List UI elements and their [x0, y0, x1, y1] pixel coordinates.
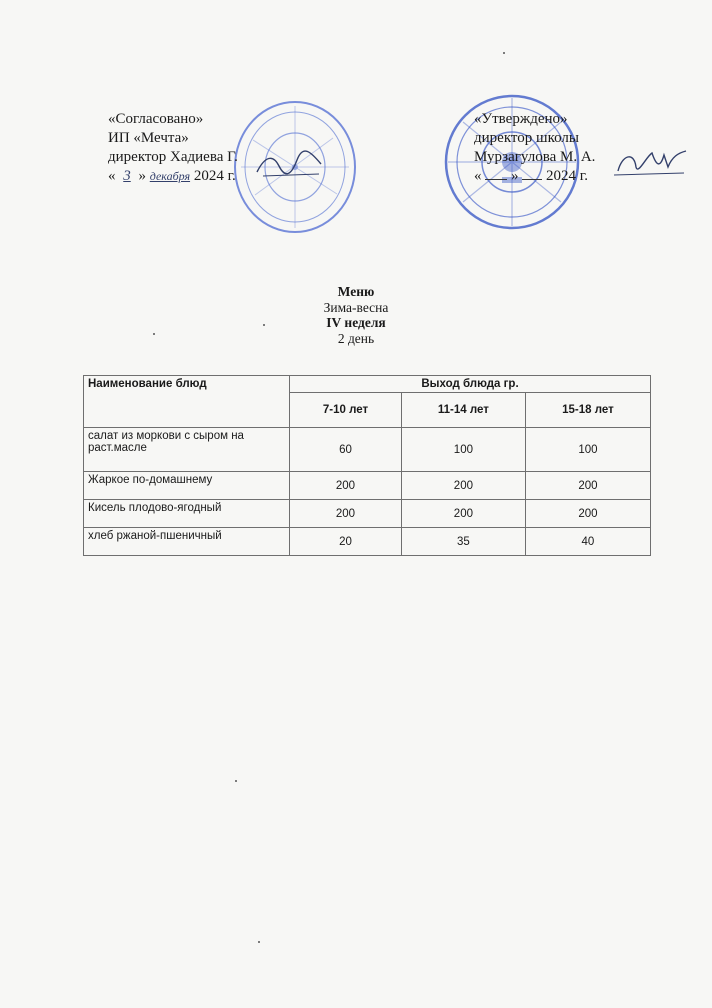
scan-speck [503, 52, 505, 54]
table-row [84, 472, 651, 500]
portion-value: 200 [401, 500, 525, 528]
scan-speck [153, 333, 155, 335]
scan-speck [235, 780, 237, 782]
director-line: директор Хадиева Г. [108, 149, 238, 165]
portion-value: 200 [525, 500, 650, 528]
date-year: 2024 г. [193, 168, 236, 184]
date-year: 2024 г. [546, 168, 588, 184]
table-row [84, 428, 651, 472]
column-header-age-15-18: 15-18 лет [525, 393, 650, 428]
date-close-quote: » [138, 168, 146, 184]
date-day: 3 [123, 168, 131, 184]
portion-value: 20 [290, 528, 402, 556]
day-label: 2 день [337, 330, 375, 346]
date-month-blank [522, 179, 542, 180]
column-header-age-7-10: 7-10 лет [290, 393, 402, 428]
dish-name: салат из моркови с сыром на раст.масле [84, 428, 290, 472]
dish-name: Кисель плодово-ягодный [84, 500, 290, 528]
approval-heading: «Согласовано» [108, 111, 204, 127]
menu-table [83, 375, 651, 556]
scan-speck [258, 941, 260, 943]
season-label: Зима-весна [323, 299, 389, 315]
date-open-quote: « [474, 168, 482, 184]
dish-name: Жаркое по-домашнему [84, 472, 290, 500]
column-header-output: Выход блюда гр. [290, 376, 651, 393]
right-approval-block [474, 110, 595, 186]
menu-title-block [0, 284, 712, 346]
position-line: директор школы [474, 130, 579, 146]
portion-value: 100 [401, 428, 525, 472]
portion-value: 200 [290, 472, 402, 500]
portion-value: 100 [525, 428, 650, 472]
date-open-quote: « [108, 168, 116, 184]
column-header-dish: Наименование блюд [84, 376, 290, 428]
scan-speck [263, 324, 265, 326]
dish-name: хлеб ржаной-пшеничный [84, 528, 290, 556]
portion-value: 60 [290, 428, 402, 472]
portion-value: 40 [525, 528, 650, 556]
date-blank [485, 179, 507, 180]
column-header-age-11-14: 11-14 лет [401, 393, 525, 428]
menu-title: Меню [337, 284, 375, 299]
table-header-row [84, 376, 651, 393]
left-approval-block [108, 110, 238, 186]
portion-value: 200 [401, 472, 525, 500]
organization-name: ИП «Мечта» [108, 130, 189, 146]
date-close-quote: » [511, 168, 519, 184]
approval-heading: «Утверждено» [474, 111, 568, 127]
table-row [84, 528, 651, 556]
date-month: декабря [149, 169, 191, 183]
table-row [84, 500, 651, 528]
date-line [108, 167, 238, 186]
portion-value: 35 [401, 528, 525, 556]
portion-value: 200 [290, 500, 402, 528]
date-line [474, 167, 595, 186]
week-label: IV неделя [326, 315, 386, 330]
portion-value: 200 [525, 472, 650, 500]
director-signature [253, 148, 325, 180]
principal-name: Мурзагулова М. А. [474, 149, 596, 165]
principal-signature [612, 145, 690, 179]
